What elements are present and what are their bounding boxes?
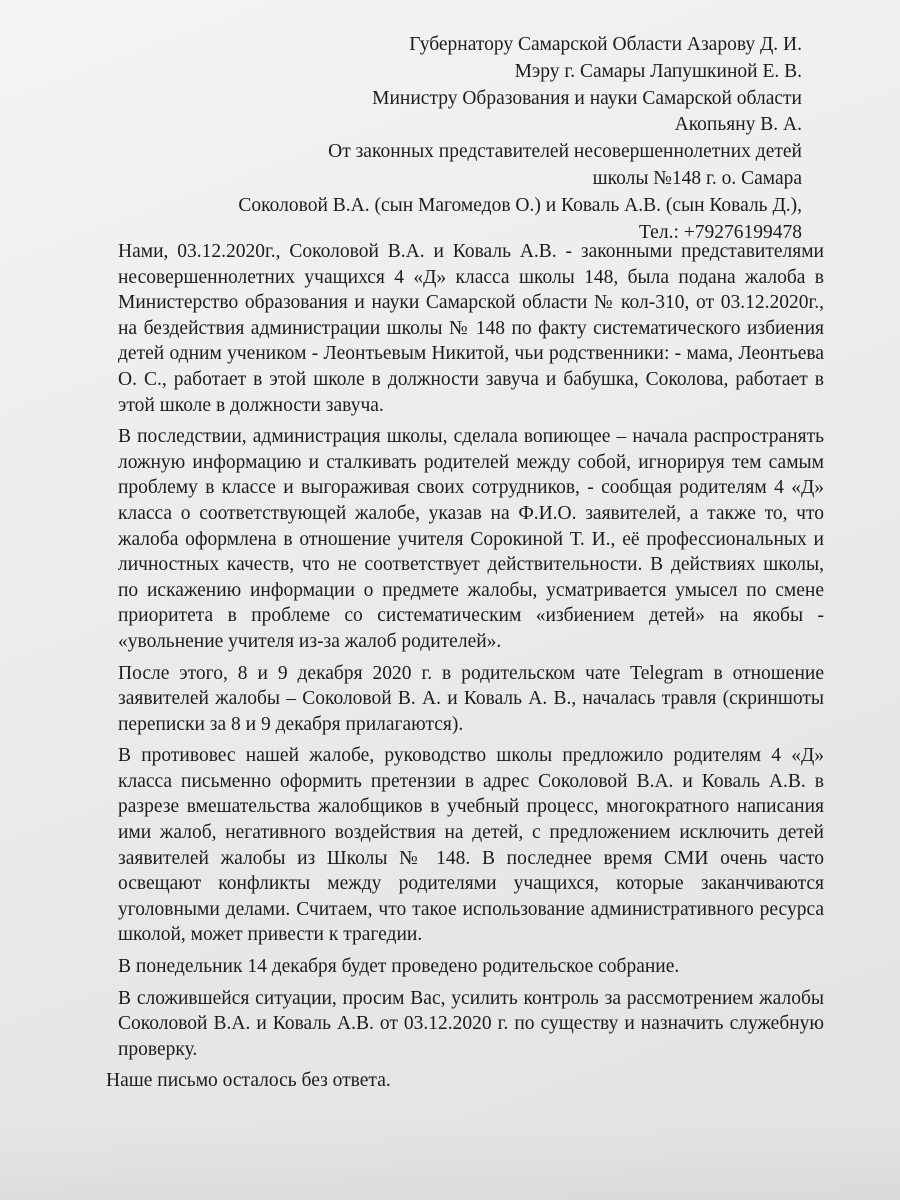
letter-body [106, 239, 824, 1100]
paragraph-counter-claims: В противовес нашей жалобе, руководство школы предложило родителям 4 «Д» класса письменно оформить претензии в адрес Соколовой В.А. и Коваль А.В. в разрезе вмешательства жалобщиков в учебный процесс, многократного написания ими жалоб, негативного воздействия на детей, с предложением исключить детей заявителей жалобы из Школы № 148. В последнее время СМИ очень часто освещают конфликты между родителями учащихся, которые заканчиваются уголовными делами. Считаем, что такое использование административного ресурса школой, может привести к трагедии. [118, 745, 824, 946]
sender-line-school: школы №148 г. о. Самара [592, 167, 802, 189]
page-shadow [0, 1120, 900, 1200]
addressee-line-governor: Губернатору Самарской Области Азарову Д. И. [409, 34, 802, 55]
paragraph-request: В сложившейся ситуации, просим Вас, усилить контроль за рассмотрением жалобы Соколовой В.А. и Коваль А.В. от 03.12.2020 г. по существу и назначить служебную проверку. [118, 987, 824, 1060]
addressee-block [102, 32, 802, 246]
sender-line-representatives: От законных представителей несовершеннолетних детей [328, 141, 802, 163]
paragraph-complaint: Нами, 03.12.2020г., Соколовой В.А. и Коваль А.В. - законными представителями несовершеннолетних учащихся 4 «Д» класса школы 148, была подана жалоба в Министерство образования и науки Самарской области № кол-310, от 03.12.2020г., на бездействия администрации школы № 148 по факту систематического избиения детей одним учеником - Леонтьевым Никитой, чьи родственники: - мама, Леонтьева О. С., работает в этой школе в должности завуча и бабушка, Соколова, работает в этой школе в должности завуча. [118, 241, 824, 416]
addressee-line-minister-name: Акопьяну В. А. [674, 114, 802, 136]
paragraph-administration: В последствии, администрация школы, сделала вопиющее – начала распространять ложную информацию и сталкивать родителей между собой, игнорируя тем самым проблему в классе и выгораживая своих сотрудников, - сообщая родителям 4 «Д» класса о соответствующей жалобе, указав на Ф.И.О. заявителей, а также то, что жалоба оформлена в отношение учителя Сорокиной Т. И., её профессиональных и личностных качеств, что не соответствует действительности. В действиях школы, по искажению информации о предмете жалобы, усматривается умысел по смене приоритета в проблеме со систематическим «избиением детей» на якобы - «увольнение учителя из-за жалоб родителей». [118, 426, 824, 652]
addressee-line-minister: Министру Образования и науки Самарской области [372, 87, 802, 109]
paragraph-closing: Наше письмо осталось без ответа. [106, 1070, 391, 1092]
addressee-line-mayor: Мэру г. Самары Лапушкиной Е. В. [514, 60, 802, 82]
paragraph-meeting: В понедельник 14 декабря будет проведено родительское собрание. [118, 956, 680, 978]
sender-line-phone: Тел.: +79276199478 [639, 221, 802, 243]
paragraph-harassment: После этого, 8 и 9 декабря 2020 г. в родительском чате Telegram в отношение заявителей жалобы – Соколовой В. А. и Коваль А. В., началась травля (скриншоты переписки за 8 и 9 декабря прилагаются). [118, 662, 824, 735]
sender-line-names: Соколовой В.А. (сын Магомедов О.) и Коваль А.В. (сын Коваль Д.), [238, 194, 802, 216]
